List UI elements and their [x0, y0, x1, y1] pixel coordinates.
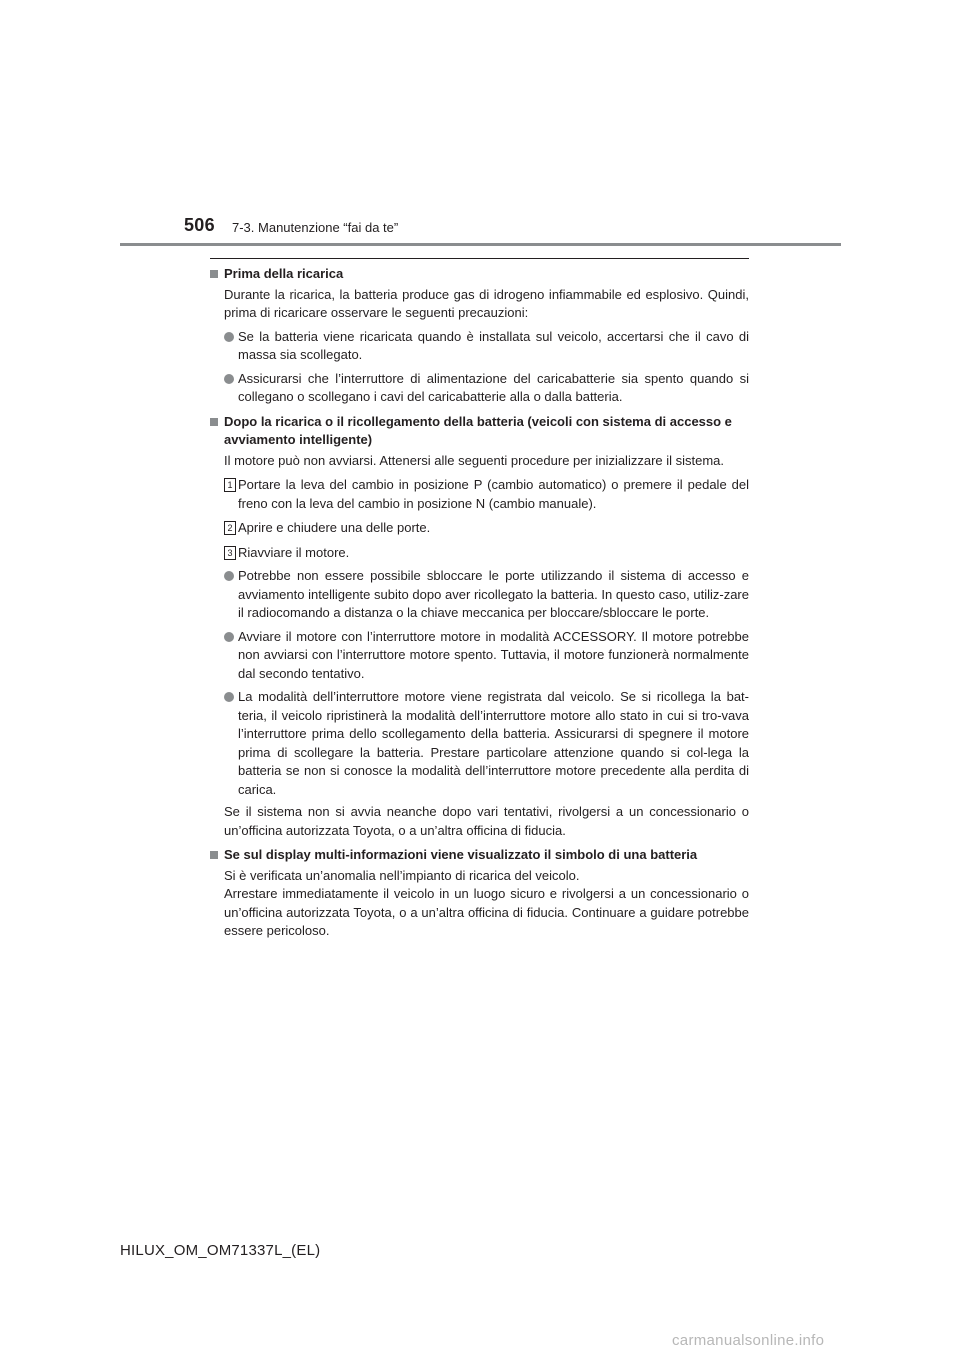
paragraph: Se il sistema non si avvia neanche dopo vari tentativi, rivolgersi a un concessionario o un’officina autorizzata Toyota, o a un’altra officina di fiducia. [224, 804, 749, 838]
section-heading: Prima della ricarica [210, 265, 749, 284]
section-heading: Se sul display multi-informazioni viene visualizzato il simbolo di una batteria [210, 846, 749, 865]
section-after-charging [210, 413, 749, 841]
step-item: 1 Portare la leva del cambio in posizione P (cambio automatico) o premere il pedale del freno con la leva del cambio in posizione N (cambio manuale). [210, 476, 749, 513]
header-divider [120, 243, 841, 246]
watermark: carmanualsonline.info [672, 1332, 825, 1349]
list-item: Avviare il motore con l’interruttore motore in modalità ACCESSORY. Il motore potrebbe non avviarsi con l’interruttore motore spento. Tuttavia, il motore funzionerà normalmente dal secondo tentativo. [210, 628, 749, 684]
step-number-badge: 2 [224, 521, 236, 535]
step-number-badge: 1 [224, 478, 236, 492]
circle-bullet-icon [224, 692, 234, 702]
circle-bullet-icon [224, 632, 234, 642]
list-item: Assicurarsi che l’interruttore di alimentazione del caricabatterie sia spento quando si collegano o scollegano i cavi del caricabatterie alla o dalla batteria. [210, 370, 749, 407]
page-content [210, 258, 749, 941]
section-heading: Dopo la ricarica o il ricollegamento della batteria (veicoli con sistema di accesso e avviamento intelligente) [210, 413, 749, 450]
circle-bullet-icon [224, 332, 234, 342]
step-item: 2 Aprire e chiudere una delle porte. [210, 519, 749, 538]
section-battery-symbol [210, 846, 749, 941]
step-item: 3 Riavviare il motore. [210, 544, 749, 563]
square-bullet-icon [210, 851, 218, 859]
square-bullet-icon [210, 418, 218, 426]
paragraph: Si è verificata un’anomalia nell’impianto di ricarica del veicolo. [224, 867, 580, 883]
section-before-charging [210, 265, 749, 407]
step-number-badge: 3 [224, 546, 236, 560]
paragraph: Il motore può non avviarsi. Attenersi alle seguenti procedure per inizializzare il sistema. [224, 452, 725, 468]
manual-code: HILUX_OM_OM71337L_(EL) [120, 1242, 321, 1259]
list-item: Se la batteria viene ricaricata quando è installata sul veicolo, accertarsi che il cavo di massa sia scollegato. [210, 328, 749, 365]
section-title: 7-3. Manutenzione “fai da te” [232, 220, 399, 235]
page-header [0, 0, 960, 250]
circle-bullet-icon [224, 374, 234, 384]
square-bullet-icon [210, 270, 218, 278]
list-item: Potrebbe non essere possibile sbloccare le porte utilizzando il sistema di accesso e avviamento intelligente subito dopo aver ricollegato la batteria. In questo caso, utiliz-zare il radiocomando a distanza o la chiave meccanica per bloccare/sbloccare le porte. [210, 567, 749, 623]
page-number: 506 [184, 215, 215, 235]
paragraph: Arrestare immediatamente il veicolo in un luogo sicuro e rivolgersi a un concessionario o un’officina autorizzata Toyota, o a un’altra officina di fiducia. Continuare a guidare potrebbe essere pericoloso. [224, 886, 749, 938]
list-item: La modalità dell’interruttore motore viene registrata dal veicolo. Se si ricollega la bat-teria, il veicolo ripristinerà la modalità dell’interruttore motore allo stato in cui si tro-vava l’interruttore prima dello scollegamento della batteria. Assicurarsi di spegnere il motore prima di scollegare la batteria. Prestare particolare attenzione quando si col-lega la batteria se non si conosce la modalità dell’interruttore motore precedente alla perdita di carica. [210, 688, 749, 799]
circle-bullet-icon [224, 571, 234, 581]
paragraph: Durante la ricarica, la batteria produce gas di idrogeno infiammabile ed esplosivo. Quindi, prima di ricaricare osservare le seguenti precauzioni: [224, 286, 749, 320]
